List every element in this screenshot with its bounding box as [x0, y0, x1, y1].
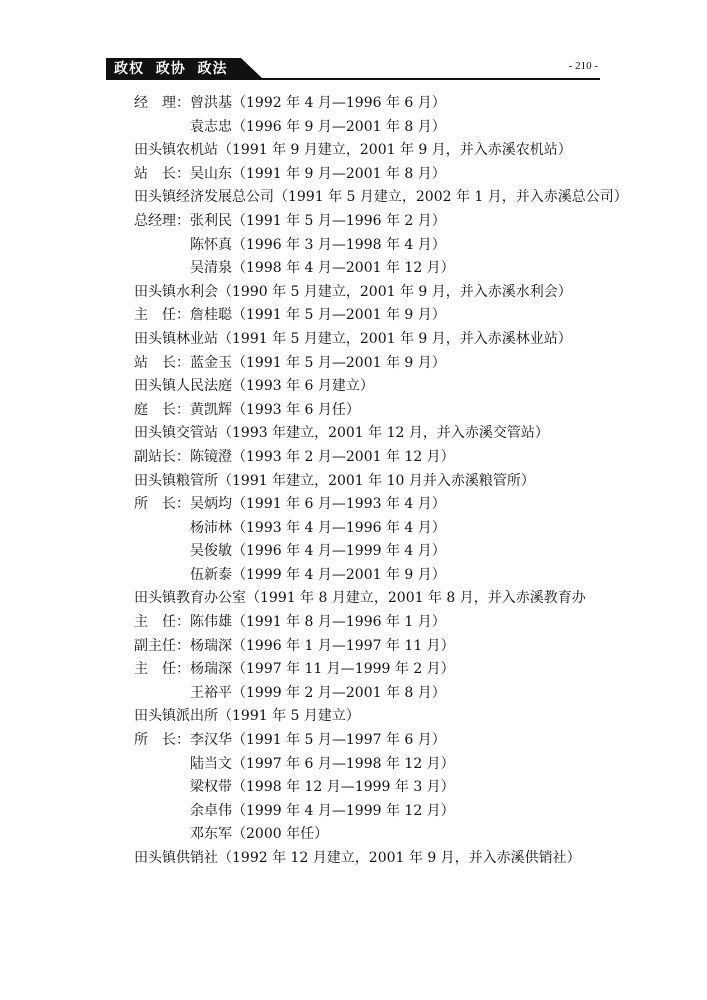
- person-tenure: 袁志忠（1996 年 9 月—2001 年 8 月）: [190, 118, 446, 135]
- role-label: 经 理：: [134, 95, 190, 111]
- personnel-entry: [134, 823, 604, 847]
- section-heading: [134, 470, 604, 494]
- personnel-entry: [134, 163, 604, 187]
- person-tenure: 吴山东（1991 年 9 月—2001 年 8 月）: [190, 165, 446, 182]
- role-label: 站 长：: [134, 165, 190, 182]
- person-tenure: 李汉华（1991 年 5 月—1997 年 6 月）: [190, 732, 446, 749]
- heading-text: 田头镇教育办公室（1991 年 8 月建立，2001 年 8 月，并入赤溪教育办: [134, 590, 586, 607]
- role-label: 庭 长：: [134, 401, 190, 418]
- running-header: [106, 58, 600, 80]
- personnel-entry: [134, 611, 604, 635]
- personnel-entry: [134, 446, 604, 470]
- person-tenure: 吴俊敏（1996 年 4 月—1999 年 4 月）: [190, 543, 446, 560]
- personnel-entry: [134, 92, 604, 116]
- heading-text: 田头镇粮管所（1991 年建立，2001 年 10 月并入赤溪粮管所）: [134, 472, 535, 489]
- personnel-entry: [134, 234, 604, 258]
- heading-text: 田头镇交管站（1993 年建立，2001 年 12 月，并入赤溪交管站）: [134, 425, 549, 442]
- personnel-entry: [134, 800, 604, 824]
- role-label: 所 长：: [134, 496, 190, 513]
- personnel-entry: [134, 493, 604, 517]
- section-heading: [134, 375, 604, 399]
- role-label: 副站长：: [134, 448, 190, 465]
- heading-text: 田头镇经济发展总公司（1991 年 5 月建立，2002 年 1 月，并入赤溪总公司）: [134, 189, 628, 206]
- person-tenure: 陈伟雄（1991 年 8 月—1996 年 1 月）: [190, 614, 446, 631]
- document-body: [134, 92, 628, 871]
- page-number: - 210 -: [568, 60, 598, 72]
- section-heading: [134, 139, 604, 163]
- person-tenure: 陈镜澄（1993 年 2 月—2001 年 12 月）: [190, 448, 455, 465]
- personnel-entry: [134, 658, 604, 682]
- personnel-entry: [134, 517, 604, 541]
- personnel-entry: [134, 635, 604, 659]
- section-heading: [134, 186, 628, 210]
- heading-text: 田头镇人民法庭（1993 年 6 月建立）: [134, 378, 374, 395]
- person-tenure: 王裕平（1999 年 2 月—2001 年 8 月）: [190, 684, 446, 701]
- person-tenure: 杨瑞深（1997 年 11 月—1999 年 2 月）: [190, 661, 455, 678]
- person-tenure: 陆当文（1997 年 6 月—1998 年 12 月）: [190, 755, 455, 772]
- role-label: 主 任：: [134, 661, 190, 678]
- personnel-entry: [134, 753, 604, 777]
- person-tenure: 杨瑞深（1996 年 1 月—1997 年 11 月）: [190, 637, 455, 654]
- person-tenure: 杨沛林（1993 年 4 月—1996 年 4 月）: [190, 519, 446, 536]
- heading-text: 田头镇水利会（1990 年 5 月建立，2001 年 9 月，并入赤溪水利会）: [134, 283, 572, 300]
- role-label: 所 长：: [134, 732, 190, 749]
- section-heading: [134, 328, 604, 352]
- heading-text: 田头镇派出所（1991 年 5 月建立）: [134, 708, 360, 725]
- person-tenure: 蓝金玉（1991 年 5 月—2001 年 9 月）: [190, 354, 446, 371]
- personnel-entry: [134, 776, 604, 800]
- personnel-entry: [134, 116, 604, 140]
- role-label: 主 任：: [134, 614, 190, 631]
- section-heading: [134, 705, 604, 729]
- section-heading: [134, 847, 604, 871]
- person-tenure: 陈怀真（1996 年 3 月—1998 年 4 月）: [190, 236, 446, 253]
- role-label: 副主任：: [134, 637, 190, 654]
- person-tenure: 吴清泉（1998 年 4 月—2001 年 12 月）: [190, 260, 455, 277]
- person-tenure: 伍新泰（1999 年 4 月—2001 年 9 月）: [190, 566, 446, 583]
- person-tenure: 张利民（1991 年 5 月—1996 年 2 月）: [190, 212, 446, 229]
- person-tenure: 余卓伟（1999 年 4 月—1999 年 12 月）: [190, 802, 455, 819]
- personnel-entry: [134, 352, 604, 376]
- personnel-entry: [134, 564, 604, 588]
- personnel-entry: [134, 399, 604, 423]
- person-tenure: 詹桂聪（1991 年 5 月—2001 年 9 月）: [190, 307, 446, 324]
- role-label: 总经理：: [134, 212, 190, 229]
- personnel-entry: [134, 304, 604, 328]
- personnel-entry: [134, 729, 604, 753]
- heading-text: 田头镇林业站（1991 年 5 月建立，2001 年 9 月，并入赤溪林业站）: [134, 330, 572, 347]
- personnel-entry: [134, 682, 604, 706]
- person-tenure: 邓东军（2000 年任）: [190, 826, 329, 843]
- person-tenure: 曾洪基（1992 年 4 月—1996 年 6 月）: [190, 95, 446, 111]
- header-rule: [256, 78, 600, 80]
- heading-text: 田头镇农机站（1991 年 9 月建立，2001 年 9 月，并入赤溪农机站）: [134, 142, 572, 159]
- personnel-entry: [134, 540, 604, 564]
- personnel-entry: [134, 210, 604, 234]
- person-tenure: 黄凯辉（1993 年 6 月任）: [190, 401, 360, 418]
- person-tenure: 吴炳均（1991 年 6 月—1993 年 4 月）: [190, 496, 446, 513]
- role-label: 主 任：: [134, 307, 190, 324]
- section-heading: [134, 422, 604, 446]
- personnel-entry: [134, 257, 604, 281]
- section-heading: [134, 587, 604, 611]
- role-label: 站 长：: [134, 354, 190, 371]
- person-tenure: 梁权带（1998 年 12 月—1999 年 3 月）: [190, 779, 455, 796]
- section-heading: [134, 281, 604, 305]
- header-title: 政权 政协 政法: [114, 61, 228, 77]
- heading-text: 田头镇供销社（1992 年 12 月建立，2001 年 9 月，并入赤溪供销社）: [134, 850, 581, 866]
